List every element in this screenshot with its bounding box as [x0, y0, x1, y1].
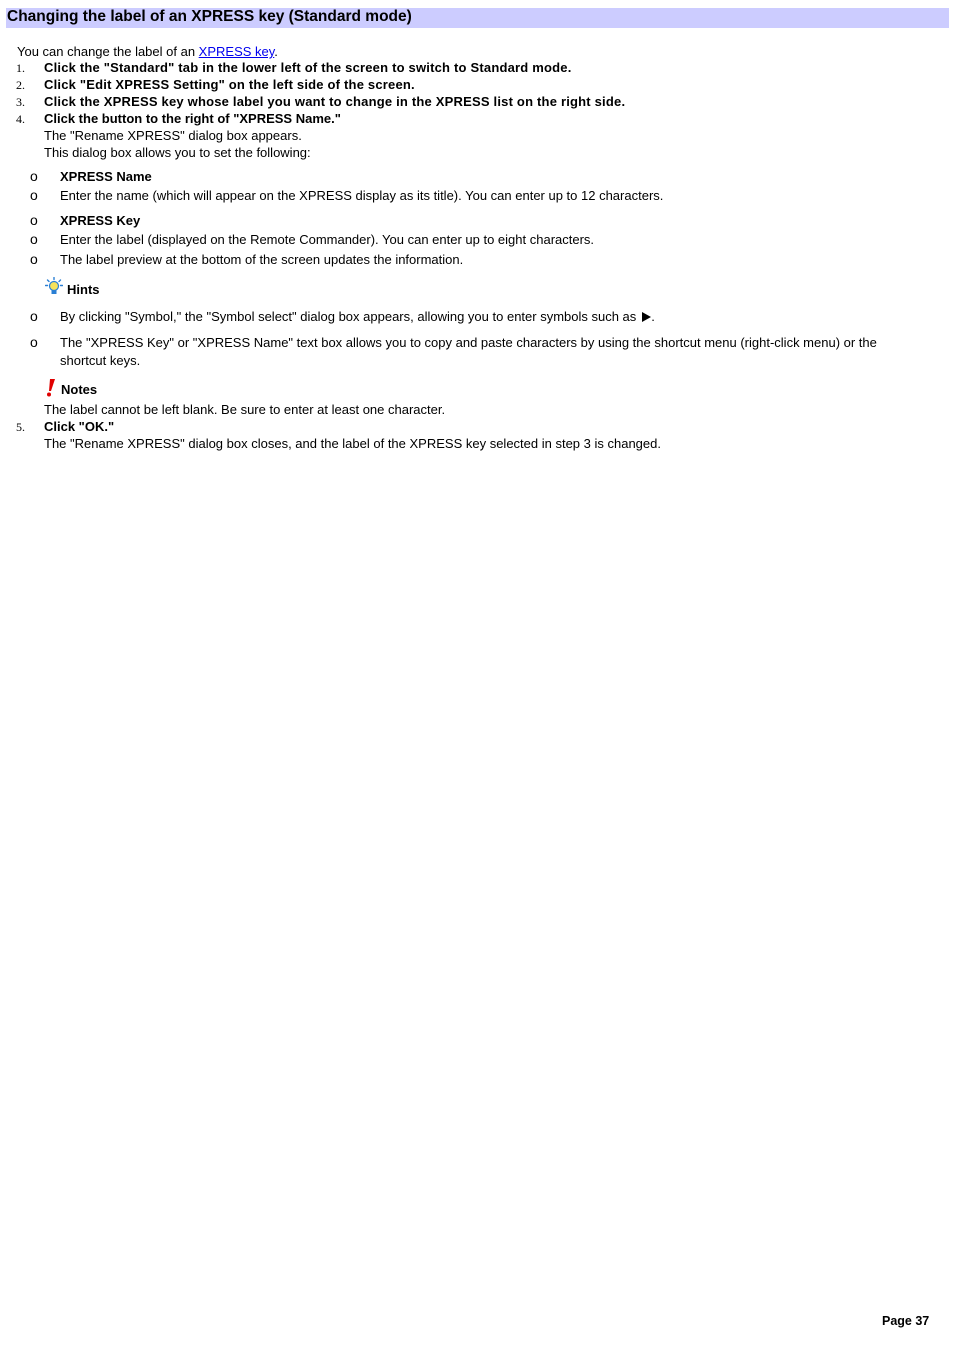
- bullet: o: [30, 231, 38, 247]
- bullet: o: [30, 212, 38, 228]
- hint-copy-paste-line1: The "XPRESS Key" or "XPRESS Name" text box allows you to copy and paste characters by using the shortcut menu (right-click menu) or the: [60, 335, 877, 350]
- step-2: Click "Edit XPRESS Setting" on the left side of the screen.: [44, 77, 415, 92]
- xpress-name-title: XPRESS Name: [60, 169, 152, 184]
- intro-prefix: You can change the label of an: [17, 44, 199, 59]
- hints-heading: Hints: [67, 282, 100, 297]
- bullet: o: [30, 168, 38, 184]
- hint-copy-paste-line2: shortcut keys.: [60, 353, 141, 368]
- xpress-key-desc: Enter the label (displayed on the Remote Commander). You can enter up to eight characters.: [60, 232, 595, 247]
- xpress-name-desc: Enter the name (which will appear on the XPRESS display as its title). You can enter up to 12 characters.: [60, 188, 664, 203]
- xpress-key-title: XPRESS Key: [60, 213, 141, 228]
- hint-symbol: [60, 308, 655, 325]
- step-5-result: The "Rename XPRESS" dialog box closes, and the label of the XPRESS key selected in step 3 is changed.: [44, 436, 661, 451]
- notes-heading: Notes: [61, 382, 98, 397]
- step-4-detail: This dialog box allows you to set the following:: [44, 145, 311, 160]
- page-title: Changing the label of an XPRESS key (Standard mode): [7, 8, 412, 25]
- step-3: Click the XPRESS key whose label you want to change in the XPRESS list on the right side.: [44, 94, 626, 109]
- step-number: 5.: [16, 420, 25, 434]
- bullet: o: [30, 334, 38, 350]
- intro: [17, 43, 278, 60]
- hint-symbol-text: By clicking "Symbol," the "Symbol select" dialog box appears, allowing you to enter symbols such as: [60, 309, 637, 324]
- xpress-key-link[interactable]: XPRESS key: [198, 44, 275, 59]
- play-symbol-icon: [642, 312, 651, 322]
- bullet: o: [30, 251, 38, 267]
- bullet: o: [30, 187, 38, 203]
- step-5: Click "OK.": [44, 419, 115, 434]
- step-4: Click the button to the right of "XPRESS Name.": [44, 111, 341, 126]
- label-preview-note: The label preview at the bottom of the screen updates the information.: [60, 252, 464, 267]
- step-number: 2.: [16, 78, 25, 92]
- step-1: Click the "Standard" tab in the lower left of the screen to switch to Standard mode.: [44, 60, 572, 75]
- bullet: o: [30, 308, 38, 324]
- lightbulb-icon: [45, 277, 63, 297]
- notes-text: The label cannot be left blank. Be sure to enter at least one character.: [44, 402, 446, 417]
- step-number: 4.: [16, 112, 25, 126]
- hint-symbol-end: .: [651, 309, 655, 324]
- step-4-result: The "Rename XPRESS" dialog box appears.: [44, 128, 302, 143]
- step-number: 1.: [16, 61, 25, 75]
- step-number: 3.: [16, 95, 25, 109]
- intro-suffix: .: [274, 44, 278, 59]
- exclamation-icon: [44, 378, 58, 398]
- page-number: Page 37: [882, 1314, 930, 1328]
